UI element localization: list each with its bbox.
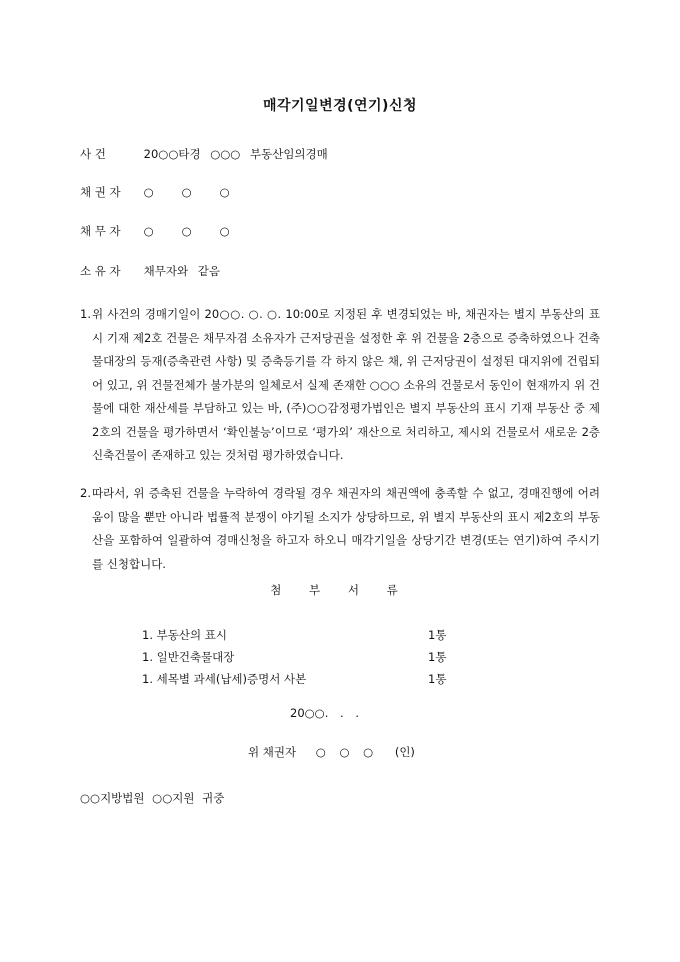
- attachment-item: [142, 668, 462, 690]
- paragraph-2: [80, 482, 600, 576]
- document-date: 20○○. . .: [290, 706, 359, 720]
- case-value: 20○○타경 ○○○ 부동산임의경매: [143, 147, 328, 161]
- attachments-list: [142, 624, 462, 690]
- creditor-value: [144, 184, 258, 200]
- paragraph-1: [80, 303, 600, 468]
- creditor-field: [80, 184, 258, 200]
- creditor-name-char: ○: [219, 185, 230, 199]
- court-recipient: ○○지방법원 ○○지원 귀중: [80, 791, 225, 805]
- case-field: [80, 146, 328, 162]
- signer-name: ○ ○ ○: [315, 745, 374, 759]
- debtor-name-char: ○: [143, 224, 154, 238]
- paragraph-text: 따라서, 위 증축된 건물을 누락하여 경락될 경우 채권자의 채권액에 충족할 수 없고, 경매진행에 어려움이 많을 뿐만 아니라 법률적 분쟁이 야기될 소지가 상당하므로, 위 별지 부동산의 표시 제2호의 부동산을 포함하여 일괄하여 경매신청을 하고자 하오니 매각기일을 상당기간 변경(또는 연기)하여 주시기를 신청합니다.: [92, 486, 600, 571]
- debtor-name-char: ○: [219, 224, 230, 238]
- signer-label: 위 채권자: [248, 745, 297, 759]
- attachments-heading: 첨 부 서 류: [270, 583, 410, 597]
- attachment-item: [142, 646, 462, 668]
- attachment-item: [142, 624, 462, 646]
- paragraph-text: 위 사건의 경매기일이 20○○. ○. ○. 10:00로 지정된 후 변경되었는 바, 채권자는 별지 부동산의 표시 기재 제2호 건물은 채무자겸 소유자가 근저당권을 설정한 후 위 건물을 2층으로 증축하였으나 건축물대장의 등재(증축관련 사항) 및 증축등기를 각 하지 않은 채, 위 근저당권이 설정된 대지위에 건립되어 있고, 위 건물전체가 불가분의 일체로서 실제 존재한 ○○○ 소유의 건물로서 동인이 현재까지 위 건물에 대한 재산세를 부담하고 있는 바, (주)○○감정평가법인은 별지 부동산의 표시 기재 부동산 중 제2호의 건물을 평가하면서 ‘확인불능’이므로 ‘평가외’ 재산으로 처리하고, 제시외 건물로서 새로운 2층 신축건물이 존재하고 있는 것처럼 평가하였습니다.: [92, 307, 600, 462]
- attachment-name: 1. 일반건축물대장: [142, 650, 235, 664]
- owner-field: [80, 263, 220, 279]
- paragraph-number: 2.: [80, 486, 91, 500]
- debtor-label: 채 무 자: [80, 224, 121, 238]
- debtor-name-char: ○: [181, 224, 192, 238]
- paragraph-number: 1.: [80, 307, 91, 321]
- owner-label: 소 유 자: [80, 264, 121, 278]
- seal-mark: (인): [394, 745, 415, 759]
- signer-line: [248, 744, 415, 760]
- case-label: 사 건: [80, 147, 106, 161]
- attachment-count: 1통: [428, 628, 447, 642]
- attachment-count: 1통: [428, 672, 447, 686]
- document-title: 매각기일변경(연기)신청: [262, 98, 418, 114]
- owner-value: 채무자와 같음: [143, 264, 220, 278]
- attachment-name: 1. 부동산의 표시: [142, 628, 227, 642]
- debtor-field: [80, 223, 258, 239]
- attachment-count: 1통: [428, 650, 447, 664]
- creditor-name-char: ○: [181, 185, 192, 199]
- creditor-label: 채 권 자: [80, 185, 121, 199]
- attachment-name: 1. 세목별 과세(납세)증명서 사본: [142, 672, 307, 686]
- creditor-name-char: ○: [143, 185, 154, 199]
- debtor-value: [144, 223, 258, 239]
